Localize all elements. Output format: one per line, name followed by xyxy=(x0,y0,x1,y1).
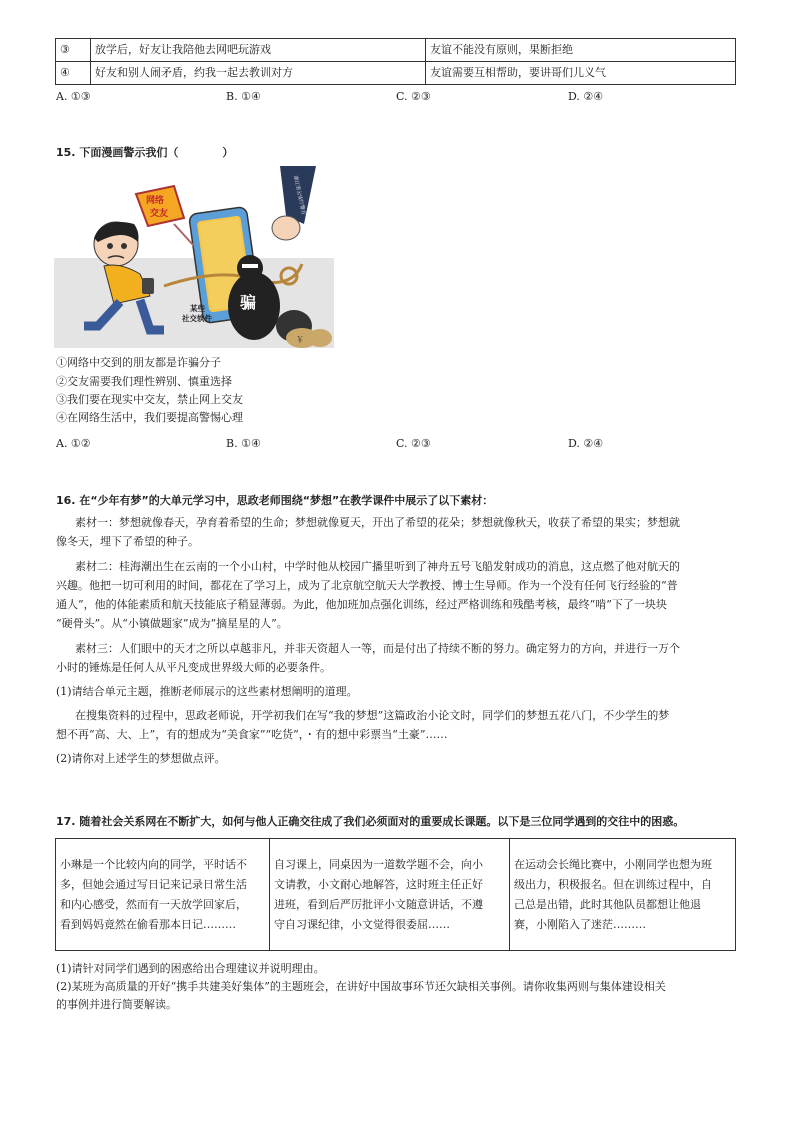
case-line: 多，但她会通过写日记来记录日常生活 xyxy=(60,877,247,891)
q14-option-d[interactable]: D. ②④ xyxy=(568,90,604,103)
q15-statement-2: ②交友需要我们理性辨别、慎重选择 xyxy=(56,375,232,388)
q16-sub-question-1: (1)请结合单元主题，推断老师展示的这些素材想阐明的道理。 xyxy=(56,685,358,698)
table-row xyxy=(56,839,736,951)
sleeve-label: 浙江省公安厅警方 xyxy=(292,175,307,216)
bag-char: ￥ xyxy=(296,335,304,344)
q16-sub-question-2: (2)请你对上述学生的梦想做点评。 xyxy=(56,752,226,765)
q16-material-2-line2: 兴趣。他把一切可利用的时间，都花在了学习上，成为了北京航空航天大学教授、博士生导师。作为一个没有任何飞行经验的“普 xyxy=(56,579,678,592)
q17-case-2 xyxy=(270,839,510,951)
table-row xyxy=(56,39,736,62)
q17-sub-question-2-line2: 的事例并进行简要解读。 xyxy=(56,998,177,1011)
q15-statement-1: ①网络中交到的朋友都是诈骗分子 xyxy=(56,356,221,369)
case-line: 级出力，积极报名。但在训练过程中，自 xyxy=(514,877,712,891)
q15-title: 15. 下面漫画警示我们（ ） xyxy=(56,146,234,159)
case-line: 进班，看到后严厉批评小文随意讲话，不遵 xyxy=(274,897,483,911)
q16-material-1-line1: 素材一：梦想就像春天，孕育着希望的生命；梦想就像夏天，开出了希望的花朵；梦想就像秋天，收获了希望的果实；梦想就 xyxy=(75,516,680,529)
row-scenario: 放学后，好友让我陪他去网吧玩游戏 xyxy=(91,39,426,62)
q16-material-3-line2: 小时的锤炼是任何人从平凡变成世界级大师的必要条件。 xyxy=(56,661,331,674)
sign-line2: 交友 xyxy=(150,209,169,219)
q16-material-2-line4: “硬骨头”。从“小镇做题家”成为“摘星星的人”。 xyxy=(56,617,288,630)
case-line: 看到妈妈竟然在偷看那本日记……… xyxy=(60,917,236,931)
q17-table xyxy=(55,838,736,951)
row-scenario: 好友和别人闹矛盾，约我一起去教训对方 xyxy=(91,62,426,85)
q14-option-c[interactable]: C. ②③ xyxy=(396,90,431,103)
row-number: ④ xyxy=(56,62,91,85)
q17-sub-question-1: (1)请针对同学们遇到的困惑给出合理建议并说明理由。 xyxy=(56,962,325,975)
q14-option-b[interactable]: B. ①④ xyxy=(226,90,261,103)
row-number: ③ xyxy=(56,39,91,62)
q14-table xyxy=(55,38,736,85)
case-line: 文请教，小文耐心地解答，这时班主任正好 xyxy=(274,877,483,891)
q17-title: 17. 随着社会关系网在不断扩大，如何与他人正确交往成了我们必须面对的重要成长课题。以下是三位同学遇到的交往中的困惑。 xyxy=(56,815,685,828)
screen-label-line2: 社交软件 xyxy=(182,314,212,323)
q16-material-2-line3: 通人”，他的体能素质和航天技能底子稍显薄弱。为此，他加班加点强化训练，经过严格训练和残酷考核，最终“啃”下了一块块 xyxy=(56,598,667,611)
q15-option-a[interactable]: A. ①② xyxy=(56,437,91,450)
case-line: 赛，小刚陷入了迷茫……… xyxy=(514,917,646,931)
q15-comic xyxy=(54,166,334,348)
q16-title: 16. 在“少年有梦”的大单元学习中，思政老师围绕“梦想”在教学课件中展示了以下素材： xyxy=(56,494,494,507)
q16-material-3-line1: 素材三：人们眼中的天才之所以卓越非凡，并非天资超人一等，而是付出了持续不断的努力。确定努力的方向，并进行一万个 xyxy=(75,642,680,655)
q15-option-c[interactable]: C. ②③ xyxy=(396,437,431,450)
case-line: 和内心感受，然而有一天放学回家后， xyxy=(60,897,247,911)
thief-char: 骗 xyxy=(240,293,257,312)
table-row xyxy=(56,62,736,85)
case-line: 在运动会长绳比赛中，小刚同学也想为班 xyxy=(514,857,712,871)
q15-statement-3: ③我们要在现实中交友，禁止网上交友 xyxy=(56,393,243,406)
q17-case-1 xyxy=(56,839,270,951)
case-line: 己总是出错，此时其他队员都想让他退 xyxy=(514,897,701,911)
case-line: 自习课上，同桌因为一道数学题不会，向小 xyxy=(274,857,483,871)
q15-option-d[interactable]: D. ②④ xyxy=(568,437,604,450)
q16-material-1-line2: 像冬天，埋下了希望的种子。 xyxy=(56,535,199,548)
case-line: 小琳是一个比较内向的同学，平时话不 xyxy=(60,857,247,871)
row-view: 友谊不能没有原则，果断拒绝 xyxy=(426,39,736,62)
q16-passage-line2: 想不再“高、大、上”，有的想成为“美食家”“吃货”，・有的想中彩票当“土豪”…… xyxy=(56,728,448,741)
case-line: 守自习课纪律，小文觉得很委屈…… xyxy=(274,917,450,931)
q14-option-a[interactable]: A. ①③ xyxy=(56,90,91,103)
q17-case-3 xyxy=(510,839,736,951)
q15-statement-4: ④在网络生活中，我们要提高警惕心理 xyxy=(56,411,243,424)
sign-line1: 网络 xyxy=(146,196,165,206)
q17-sub-question-2-line1: (2)某班为高质量的开好“携手共建美好集体”的主题班会，在讲好中国故事环节还欠缺相关事例。请你收集两则与集体建设相关 xyxy=(56,980,666,993)
q16-material-2-line1: 素材二：桂海潮出生在云南的一个小山村，中学时他从校园广播里听到了神舟五号飞船发射成功的消息，这点燃了他对航天的 xyxy=(75,560,680,573)
q16-passage-line1: 在搜集资料的过程中，思政老师说，开学初我们在写“我的梦想”这篇政治小论文时，同学们的梦想五花八门，不少学生的梦 xyxy=(75,709,670,722)
q15-option-b[interactable]: B. ①④ xyxy=(226,437,261,450)
screen-label-line1: 某些 xyxy=(190,304,205,313)
row-view: 友谊需要互相帮助，要讲哥们儿义气 xyxy=(426,62,736,85)
